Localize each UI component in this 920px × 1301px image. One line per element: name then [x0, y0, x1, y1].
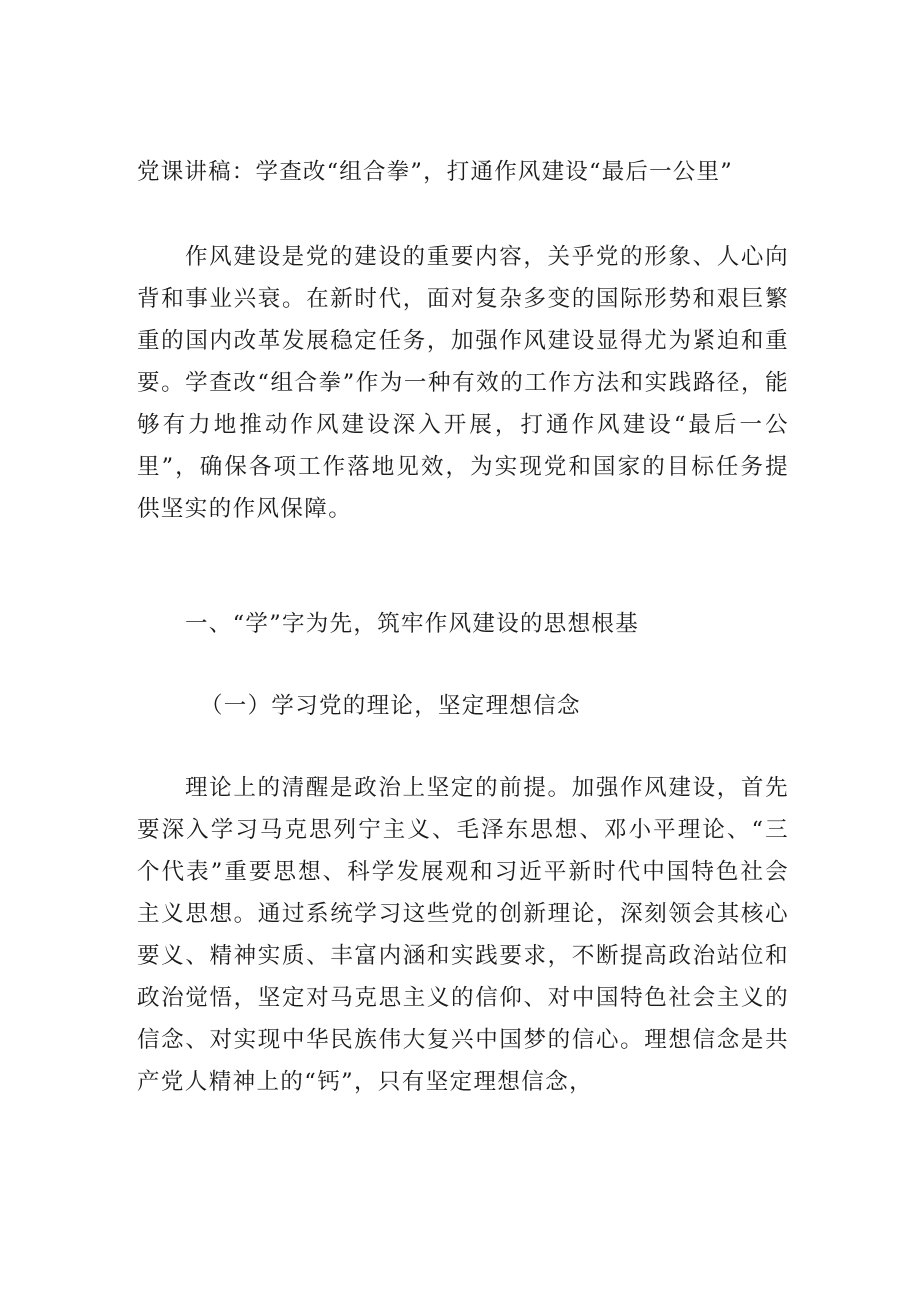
document-title: 党课讲稿：学查改“组合拳”，打通作风建设“最后一公里”	[137, 159, 733, 185]
section-heading: 一、“学”字为先，筑牢作风建设的思想根基	[185, 611, 640, 637]
body-paragraph: 理论上的清醒是政治上坚定的前提。加强作风建设，首先要深入学习马克思列宁主义、毛泽东思想、邓小平理论、“三个代表”重要思想、科学发展观和习近平新时代中国特色社会主义思想。通过系统学习这些党的创新理论，深刻领会其核心要义、精神实质、丰富内涵和实践要求，不断提高政治站位和政治觉悟，坚定对马克思主义的信仰、对中国特色社会主义的信念、对实现中华民族伟大复兴中国梦的信心。理想信念是共产党人精神上的“钙”，只有坚定理想信念，	[137, 775, 789, 1095]
subsection-heading: （一）学习党的理论，坚定理想信念	[200, 693, 581, 719]
intro-paragraph: 作风建设是党的建设的重要内容，关乎党的形象、人心向背和事业兴衰。在新时代，面对复杂多变的国际形势和艰巨繁重的国内改革发展稳定任务，加强作风建设显得尤为紧迫和重要。学查改“组合拳”作为一种有效的工作方法和实践路径，能够有力地推动作风建设深入开展，打通作风建设“最后一公里”，确保各项工作落地见效，为实现党和国家的目标任务提供坚实的作风保障。	[137, 244, 789, 522]
